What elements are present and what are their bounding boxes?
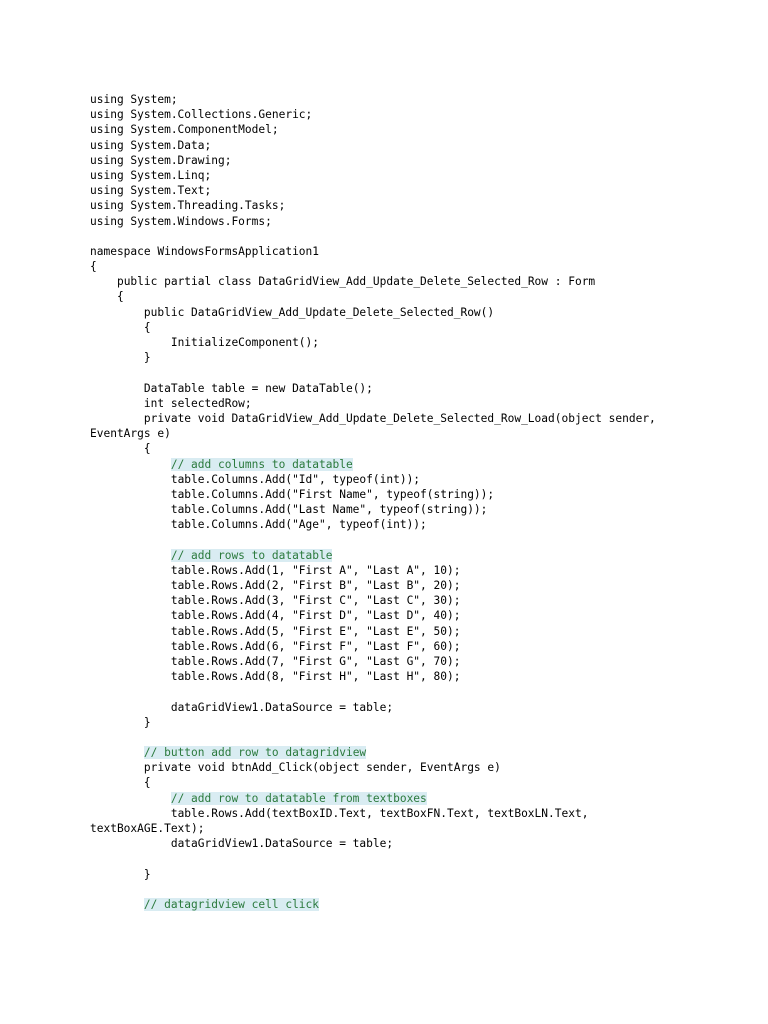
code-line bbox=[90, 791, 730, 806]
code-line bbox=[90, 563, 730, 578]
code-text: using System.Drawing; bbox=[90, 153, 232, 167]
code-line bbox=[90, 229, 730, 244]
code-text: using System.Text; bbox=[90, 184, 212, 198]
code-indent bbox=[90, 837, 171, 850]
code-text: { bbox=[143, 442, 151, 456]
code-line bbox=[90, 198, 730, 213]
code-indent bbox=[90, 290, 117, 303]
code-line bbox=[90, 851, 730, 866]
code-indent bbox=[90, 382, 144, 395]
code-indent bbox=[90, 625, 171, 638]
code-indent bbox=[90, 518, 171, 531]
code-line bbox=[90, 593, 730, 608]
code-line bbox=[90, 441, 730, 456]
code-line bbox=[90, 381, 730, 396]
code-text: DataTable table = new DataTable(); bbox=[143, 381, 373, 395]
code-text: using System.Threading.Tasks; bbox=[90, 199, 286, 213]
code-text: table.Columns.Add("Id", typeof(int)); bbox=[170, 472, 421, 486]
code-line bbox=[90, 396, 730, 411]
code-text: using System.Linq; bbox=[90, 168, 212, 182]
code-text: EventArgs e) bbox=[90, 427, 171, 441]
code-line bbox=[90, 153, 730, 168]
code-indent bbox=[90, 670, 171, 683]
code-text: } bbox=[143, 715, 151, 729]
code-line bbox=[90, 867, 730, 882]
code-line bbox=[90, 122, 730, 137]
code-line bbox=[90, 517, 730, 532]
code-line bbox=[90, 107, 730, 122]
code-line bbox=[90, 745, 730, 760]
code-line bbox=[90, 259, 730, 274]
code-comment: // add columns to datatable bbox=[170, 457, 353, 471]
code-listing bbox=[90, 92, 730, 912]
code-text: table.Rows.Add(4, "First D", "Last D", 40); bbox=[170, 609, 461, 623]
code-line bbox=[90, 411, 730, 426]
code-line bbox=[90, 335, 730, 350]
code-comment: // add row to datatable from textboxes bbox=[170, 791, 427, 805]
code-text: } bbox=[143, 351, 151, 365]
code-text: using System.Data; bbox=[90, 138, 212, 152]
code-text: table.Columns.Add("Last Name", typeof(string)); bbox=[170, 503, 488, 517]
code-indent bbox=[90, 640, 171, 653]
code-line bbox=[90, 760, 730, 775]
code-text: } bbox=[143, 867, 151, 881]
code-text: { bbox=[143, 320, 151, 334]
code-text: table.Rows.Add(3, "First C", "Last C", 30); bbox=[170, 594, 461, 608]
code-line bbox=[90, 472, 730, 487]
code-line bbox=[90, 639, 730, 654]
code-text: namespace WindowsFormsApplication1 bbox=[90, 244, 320, 258]
code-text: table.Rows.Add(2, "First B", "Last B", 20); bbox=[170, 579, 461, 592]
code-line bbox=[90, 654, 730, 669]
code-indent bbox=[90, 412, 144, 425]
code-indent bbox=[90, 321, 144, 334]
code-text: InitializeComponent(); bbox=[170, 336, 320, 349]
code-text: using System.Collections.Generic; bbox=[90, 108, 313, 122]
code-indent bbox=[90, 336, 171, 349]
code-line bbox=[90, 365, 730, 380]
code-line bbox=[90, 730, 730, 745]
code-line bbox=[90, 532, 730, 547]
code-indent bbox=[90, 458, 171, 471]
code-text: table.Rows.Add(7, "First G", "Last G", 70); bbox=[170, 654, 461, 668]
code-line bbox=[90, 700, 730, 715]
code-text: int selectedRow; bbox=[143, 396, 252, 410]
code-indent bbox=[90, 306, 144, 319]
code-line bbox=[90, 775, 730, 790]
code-text: { bbox=[143, 776, 151, 790]
code-line bbox=[90, 244, 730, 259]
code-text: table.Rows.Add(1, "First A", "Last A", 10); bbox=[170, 563, 461, 577]
code-text: table.Rows.Add(textBoxID.Text, textBoxFN.Text, textBoxLN.Text, bbox=[170, 806, 589, 820]
code-indent bbox=[90, 351, 144, 364]
code-line bbox=[90, 548, 730, 563]
code-line bbox=[90, 608, 730, 623]
code-indent bbox=[90, 579, 171, 592]
code-line bbox=[90, 350, 730, 365]
code-line bbox=[90, 214, 730, 229]
code-line bbox=[90, 806, 730, 821]
code-text: dataGridView1.DataSource = table; bbox=[170, 837, 394, 851]
code-line bbox=[90, 624, 730, 639]
code-indent bbox=[90, 792, 171, 805]
code-line bbox=[90, 684, 730, 699]
code-indent bbox=[90, 655, 171, 668]
code-indent bbox=[90, 868, 144, 881]
code-indent bbox=[90, 746, 144, 759]
code-indent bbox=[90, 761, 144, 774]
code-indent bbox=[90, 397, 144, 410]
code-text: textBoxAGE.Text); bbox=[90, 822, 205, 835]
code-line bbox=[90, 289, 730, 304]
code-text: public partial class DataGridView_Add_Update_Delete_Selected_Row : Form bbox=[116, 275, 596, 289]
code-indent bbox=[90, 503, 171, 516]
code-line bbox=[90, 305, 730, 320]
code-text: dataGridView1.DataSource = table; bbox=[170, 700, 394, 714]
code-text: table.Rows.Add(8, "First H", "Last H", 80); bbox=[170, 670, 461, 684]
code-indent bbox=[90, 473, 171, 486]
code-comment: // add rows to datatable bbox=[170, 548, 333, 562]
code-indent bbox=[90, 488, 171, 501]
code-line bbox=[90, 457, 730, 472]
code-indent bbox=[90, 898, 144, 911]
code-text: table.Rows.Add(6, "First F", "Last F", 60); bbox=[170, 639, 461, 653]
code-line bbox=[90, 502, 730, 517]
code-line bbox=[90, 715, 730, 730]
code-indent bbox=[90, 594, 171, 607]
code-line bbox=[90, 274, 730, 289]
code-text: using System.Windows.Forms; bbox=[90, 214, 272, 228]
code-indent bbox=[90, 807, 171, 820]
code-indent bbox=[90, 716, 144, 729]
code-line bbox=[90, 487, 730, 502]
code-line bbox=[90, 578, 730, 593]
code-text: public DataGridView_Add_Update_Delete_Selected_Row() bbox=[143, 305, 495, 319]
code-text: using System.ComponentModel; bbox=[90, 123, 279, 137]
code-line bbox=[90, 168, 730, 183]
code-comment: // datagridview cell click bbox=[143, 897, 320, 911]
code-line bbox=[90, 183, 730, 198]
code-comment: // button add row to datagridview bbox=[143, 746, 367, 760]
code-text: { bbox=[90, 260, 97, 274]
code-line bbox=[90, 821, 730, 836]
code-line bbox=[90, 897, 730, 912]
code-line bbox=[90, 92, 730, 107]
code-line bbox=[90, 669, 730, 684]
code-indent bbox=[90, 564, 171, 577]
code-indent bbox=[90, 442, 144, 455]
code-indent bbox=[90, 275, 117, 288]
code-text: { bbox=[116, 290, 124, 304]
code-text: private void DataGridView_Add_Update_Delete_Selected_Row_Load(object sender, bbox=[143, 411, 656, 425]
code-indent bbox=[90, 549, 171, 562]
code-line bbox=[90, 138, 730, 153]
code-text: table.Columns.Add("First Name", typeof(string)); bbox=[170, 487, 495, 501]
code-text: private void btnAdd_Click(object sender, EventArgs e) bbox=[143, 761, 501, 775]
code-text: table.Columns.Add("Age", typeof(int)); bbox=[170, 518, 427, 532]
code-text: table.Rows.Add(5, "First E", "Last E", 50); bbox=[170, 624, 461, 638]
code-line bbox=[90, 882, 730, 897]
code-line bbox=[90, 320, 730, 335]
code-indent bbox=[90, 609, 171, 622]
code-indent bbox=[90, 701, 171, 714]
code-line bbox=[90, 426, 730, 441]
code-line bbox=[90, 836, 730, 851]
code-indent bbox=[90, 776, 144, 789]
code-text: using System; bbox=[90, 93, 178, 106]
